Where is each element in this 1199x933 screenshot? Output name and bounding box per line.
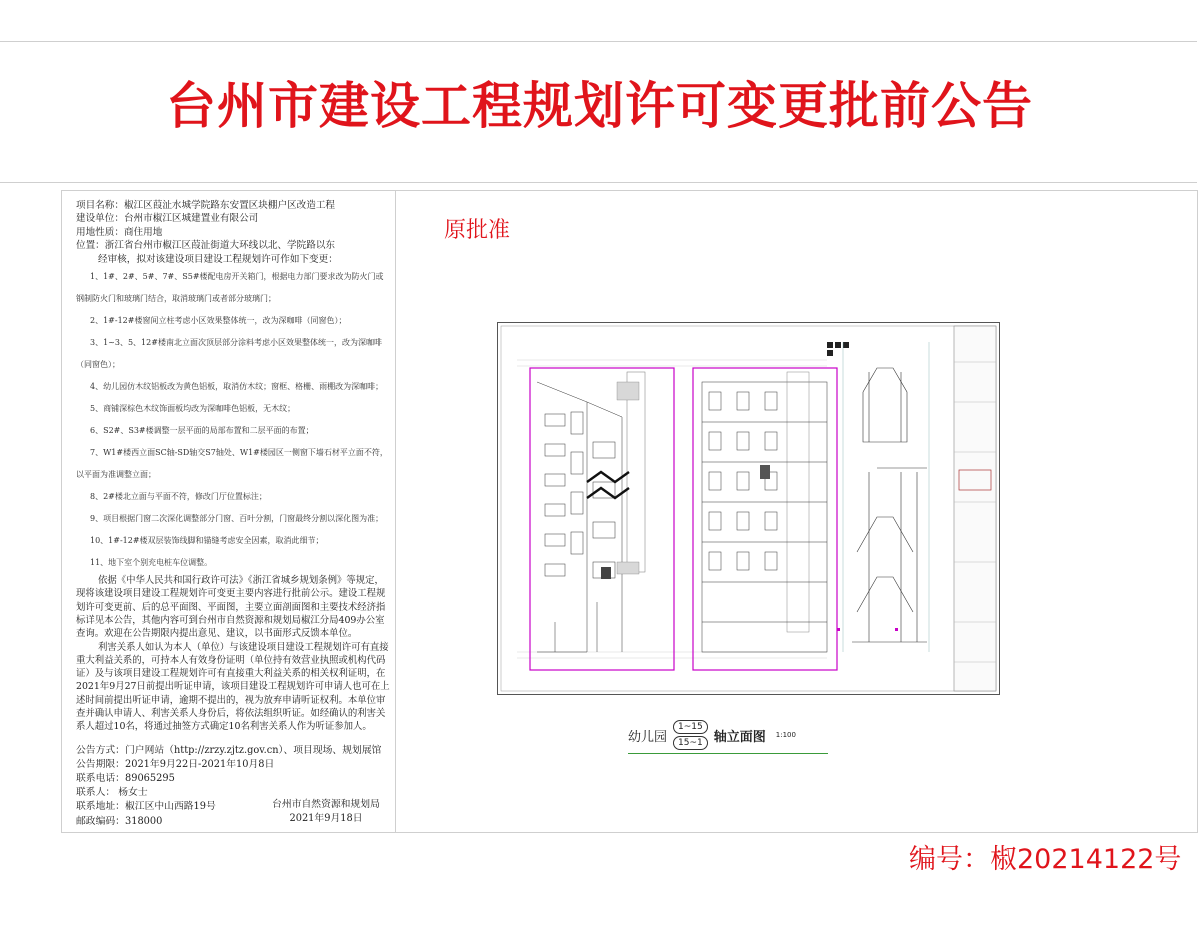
document-number: 编号：椒20214122号 bbox=[909, 844, 1182, 875]
project-name: 项目名称：椒江区葭沚水城学院路东安置区块棚户区改造工程 bbox=[76, 200, 336, 211]
axis-range-top: 1~15 bbox=[673, 720, 708, 734]
caption-rule bbox=[628, 753, 828, 754]
contact-phone: 联系电话：89065295 bbox=[76, 773, 175, 784]
project-intro: 经审核，拟对该建设项目建设工程规划许可作如下变更： bbox=[98, 253, 338, 265]
signature-org: 台州市自然资源和规划局 bbox=[272, 799, 380, 810]
drawing-caption bbox=[628, 715, 796, 755]
signature-date: 2021年9月18日 bbox=[289, 813, 363, 824]
axis-range-bottom: 15~1 bbox=[673, 736, 708, 750]
change-item: 6、S2#、S3#楼调整一层平面的局部布置和二层平面的布置； bbox=[90, 426, 314, 436]
contact-postcode: 邮政编码：318000 bbox=[76, 815, 163, 827]
stakeholder-paragraph: 利害关系人如认为本人（单位）与该建设项目建设工程规划许可有直接重大利益关系的，可持本人有效身份证明（单位持有效营业执照或机构代码证）及与该项目建设工程规划许可有直接重大利益关系的相关权利证明，在2021年9月27日前提出听证申请，该项目建设工程规划许可申请人也可在上述时间前提出听证申请，逾期不提出的，视为放弃申请听证权利。本单位审查并确认申请人、利害关系人身份后，将依法组织听证。如经确认的利害关系人超过10名，将通过抽签方式确定10名利害关系人作为听证参加人。 bbox=[76, 641, 390, 733]
project-land-use: 用地性质：商住用地 bbox=[76, 226, 163, 238]
contact-person: 联系人： 杨女士 bbox=[76, 787, 148, 799]
elevation-drawing bbox=[497, 322, 1000, 695]
change-list bbox=[76, 266, 391, 574]
change-item: 2、1#-12#楼窗间立柱考虑小区效果整体统一，改为深咖啡（同窗色）； bbox=[90, 316, 347, 326]
change-item: 4、幼儿园仿木纹铝板改为黄色铝板，取消仿木纹；窗框、格栅、雨棚改为深咖啡； bbox=[90, 382, 384, 392]
original-approval-label: 原批准 bbox=[444, 218, 511, 243]
page-title: 台州市建设工程规划许可变更批前公告 bbox=[166, 77, 1033, 135]
change-item: 7、W1#楼西立面SC轴-SD轴交S7轴处、W1#楼园区一侧窗下墙石材平立面不符，以平面为准调整立面； bbox=[76, 448, 388, 480]
drawing-caption-label: 轴立面图 bbox=[713, 729, 766, 745]
project-builder: 建设单位：台州市椒江区城建置业有限公司 bbox=[76, 213, 259, 225]
publish-period: 公告期限：2021年9月22日-2021年10月8日 bbox=[76, 758, 275, 770]
contact-address: 联系地址：椒江区中山西路19号 bbox=[76, 801, 216, 813]
change-item: 1、1#、2#、5#、7#、S5#楼配电房开关箱门，根据电力部门要求改为防火门或钢制防火门和玻璃门结合，取消玻璃门或者部分玻璃门； bbox=[76, 272, 384, 304]
legal-basis-paragraph: 依据《中华人民共和国行政许可法》《浙江省城乡规划条例》等规定，现将该建设项目建设工程规划许可变更主要内容进行批前公示。建设工程规划许可变更前、后的总平面图、平面图，主要立面剖面图和主要技术经济指标详见本公告，其他内容可到台州市自然资源和规划局椒江分局409办公室查询。欢迎在公告期限内提出意见、建议，以书面形式反馈本单位。 bbox=[76, 575, 386, 640]
change-item: 10、1#-12#楼双层装饰线脚和锚缝考虑安全因素，取消此细节； bbox=[90, 536, 324, 546]
publish-method: 公告方式：门户网站（http://zrzy.zjtz.gov.cn）、项目现场、规划展馆 bbox=[76, 744, 382, 756]
project-location: 位置：浙江省台州市椒江区葭沚街道大环线以北、学院路以东 bbox=[76, 240, 336, 252]
axis-range bbox=[673, 720, 708, 750]
change-item: 8、2#楼北立面与平面不符，修改门厅位置标注； bbox=[90, 492, 267, 502]
drawing-caption-name: 幼儿园 bbox=[628, 729, 668, 745]
drawing-scale: 1:100 bbox=[775, 731, 796, 739]
signature bbox=[264, 798, 388, 826]
change-item: 9、项目根据门窗二次深化调整部分门窗、百叶分割，门窗最终分割以深化图为准； bbox=[90, 514, 384, 524]
change-item: 5、商铺深棕色木纹饰面板均改为深咖啡色铝板，无木纹； bbox=[90, 404, 296, 414]
change-item: 11、地下室个别充电桩车位调整。 bbox=[90, 558, 213, 568]
notice-body bbox=[76, 199, 391, 829]
change-item: 3、1~3、5、12#楼南北立面次顶层部分涂料考虑小区效果整体统一，改为深咖啡（同窗色）； bbox=[76, 338, 382, 370]
